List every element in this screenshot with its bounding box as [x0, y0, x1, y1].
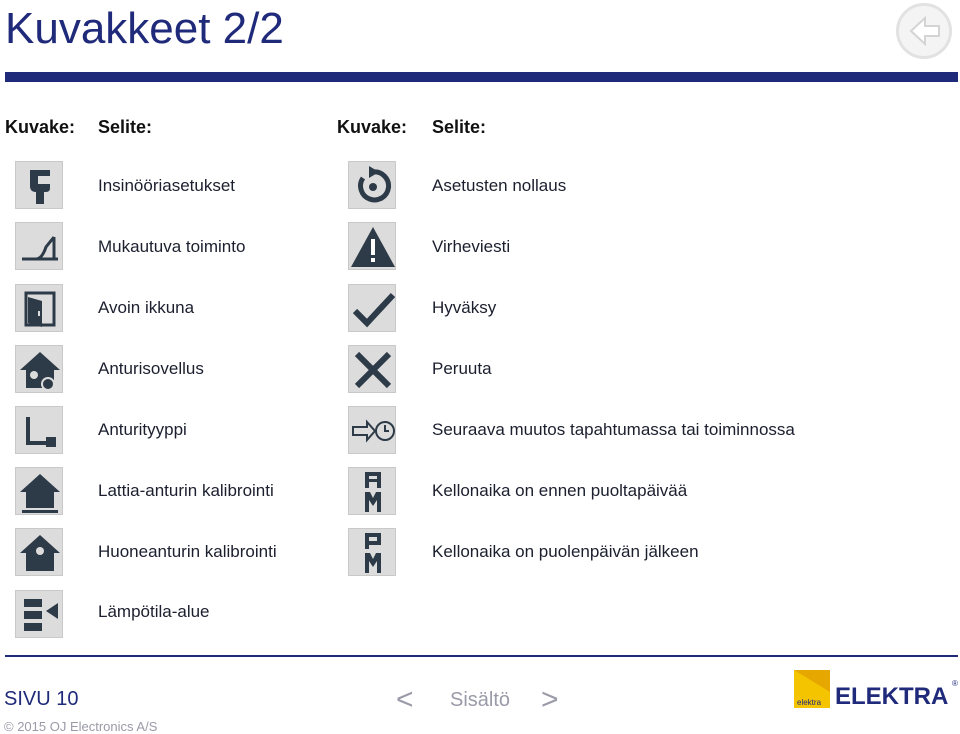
left-row-label: Mukautuva toiminto [98, 237, 246, 256]
left-row-label: Anturisovellus [98, 359, 204, 378]
right-row-label: Hyväksy [432, 298, 497, 317]
warning-icon [348, 222, 396, 270]
prev-page-link[interactable]: < [396, 683, 414, 716]
next-event-clock-icon [348, 406, 396, 454]
adaptive-curve-icon [15, 222, 63, 270]
left-row-label: Avoin ikkuna [98, 298, 195, 317]
left-icon-header: Kuvake: [5, 117, 76, 137]
reset-icon [348, 161, 396, 209]
left-row-label: Anturityyppi [98, 420, 187, 439]
cross-icon [348, 345, 396, 393]
header-divider [5, 72, 958, 82]
right-row-label: Kellonaika on ennen puoltapäivää [432, 481, 688, 500]
left-row-label: Huoneanturin kalibrointi [98, 542, 277, 561]
open-window-icon [15, 284, 63, 332]
elektra-logo [794, 670, 960, 710]
next-page-link[interactable]: > [541, 683, 559, 716]
left-row-label: Lämpötila-alue [98, 602, 210, 621]
logo-small-text: elektra [797, 698, 822, 707]
brand-name: ELEKTRA [835, 683, 949, 710]
back-button[interactable] [896, 3, 952, 59]
wrench-icon [15, 161, 63, 209]
am-icon [348, 467, 396, 515]
registered-mark: ® [952, 679, 958, 688]
temperature-range-icon [15, 590, 63, 638]
arrow-left-icon [905, 12, 943, 50]
right-icon-header: Kuvake: [337, 117, 408, 137]
right-row-label: Virheviesti [432, 237, 511, 256]
toc-link[interactable]: Sisältö [450, 689, 511, 711]
floor-sensor-house-icon [15, 467, 63, 515]
checkmark-icon [348, 284, 396, 332]
left-row-label: Insinööriasetukset [98, 176, 236, 195]
footer-divider [5, 655, 958, 657]
right-row-label: Asetusten nollaus [432, 176, 567, 195]
pm-icon [348, 528, 396, 576]
house-sensor-icon [15, 345, 63, 393]
copyright: © 2015 OJ Electronics A/S [4, 719, 158, 734]
left-label-header: Selite: [98, 117, 153, 137]
right-label-header: Selite: [432, 117, 487, 137]
sensor-type-icon [15, 406, 63, 454]
page-number: SIVU 10 [4, 688, 79, 710]
left-row-label: Lattia-anturin kalibrointi [98, 481, 274, 500]
page-title: Kuvakkeet 2/2 [5, 4, 284, 53]
room-sensor-house-icon [15, 528, 63, 576]
right-row-label: Kellonaika on puolenpäivän jälkeen [432, 542, 699, 561]
right-row-label: Seuraava muutos tapahtumassa tai toiminnossa [432, 420, 795, 439]
right-row-label: Peruuta [432, 359, 492, 378]
